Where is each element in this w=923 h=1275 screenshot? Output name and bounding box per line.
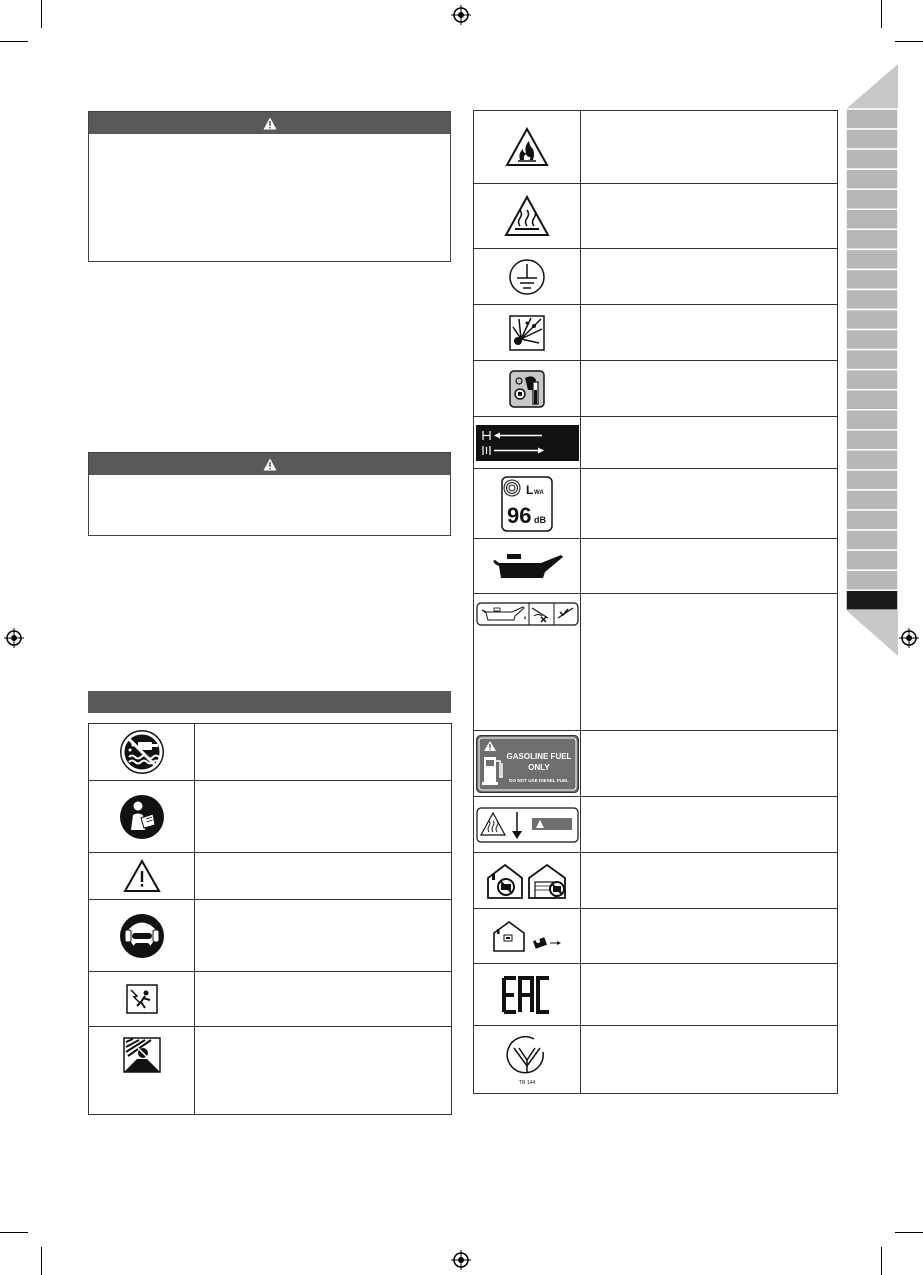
table-row [89, 1027, 452, 1115]
explosion-icon [509, 315, 545, 351]
table-row [474, 361, 838, 417]
gasoline-line2: ONLY [527, 762, 550, 772]
symbol-cell [89, 853, 195, 900]
language-tab [846, 570, 898, 590]
conformity-code: TR 144 [518, 1079, 536, 1086]
registration-mark-icon [899, 628, 919, 648]
language-tab [846, 450, 898, 470]
language-tab [846, 229, 898, 249]
language-tab [846, 510, 898, 530]
crop-mark [41, 1247, 42, 1275]
electric-shock-icon [126, 984, 158, 1014]
symbol-cell [89, 724, 195, 781]
language-tab [846, 410, 898, 430]
table-row [89, 900, 452, 972]
symbol-cell [474, 249, 581, 305]
fuel-valve-icon [509, 370, 545, 408]
language-tab [846, 209, 898, 229]
symbol-cell [474, 361, 581, 417]
table-row [89, 853, 452, 900]
symbol-cell [474, 853, 581, 909]
gasoline-fuel-only-icon [476, 735, 579, 793]
language-tab [846, 129, 898, 149]
crop-mark [881, 1247, 882, 1275]
description-cell [195, 1027, 452, 1115]
table-row [474, 797, 838, 853]
no-spray-water-icon [119, 729, 165, 775]
sound-power-label-icon [501, 476, 553, 532]
description-cell [581, 964, 838, 1026]
crop-mark [41, 0, 42, 28]
symbol-cell [474, 797, 581, 853]
language-tab [846, 430, 898, 450]
table-row [89, 724, 452, 781]
warning-box [88, 111, 451, 262]
crop-mark [0, 1232, 28, 1233]
language-tab [846, 169, 898, 189]
gasoline-line1: GASOLINE FUEL [506, 751, 571, 761]
description-cell [581, 111, 838, 184]
right-symbol-table [473, 110, 838, 1094]
description-cell [581, 594, 838, 731]
language-tab [846, 330, 898, 350]
no-indoor-use-icon [485, 862, 569, 900]
table-row [474, 417, 838, 469]
symbol-cell [89, 781, 195, 853]
language-tab [846, 249, 898, 269]
language-tab [846, 109, 898, 129]
registration-mark-icon [451, 5, 471, 25]
sound-value: 96 [507, 502, 532, 528]
description-cell [581, 249, 838, 305]
section-header-bar [88, 691, 451, 713]
symbol-cell [474, 184, 581, 249]
registration-mark-icon [451, 1250, 471, 1270]
warning-triangle-icon [263, 117, 277, 130]
crop-mark [881, 0, 882, 28]
symbol-cell [474, 417, 581, 469]
general-warning-icon [123, 859, 161, 893]
crop-mark [895, 41, 923, 42]
exhaust-danger-icon [123, 1037, 161, 1073]
description-cell [581, 1026, 838, 1094]
language-tabs [846, 64, 898, 656]
symbol-cell [474, 1026, 581, 1094]
sound-label-sub: WA [534, 489, 544, 496]
description-cell [581, 469, 838, 539]
read-manual-icon [119, 794, 165, 840]
symbol-cell [474, 111, 581, 184]
registration-mark-icon [4, 628, 24, 648]
crop-mark [0, 41, 28, 42]
symbol-cell [474, 731, 581, 797]
oil-can-icon [489, 552, 565, 580]
warning-box [88, 452, 451, 536]
ear-eye-protection-icon [119, 913, 165, 959]
indoor-storage-icon [491, 919, 563, 953]
description-cell [581, 184, 838, 249]
language-tab [846, 470, 898, 490]
sound-label-top: L [526, 482, 534, 497]
table-row [89, 781, 452, 853]
warning-header [89, 453, 450, 475]
description-cell [195, 781, 452, 853]
description-cell [581, 909, 838, 964]
table-row [474, 111, 838, 184]
language-tab [846, 390, 898, 410]
language-tab-active [846, 590, 898, 610]
sound-unit: dB [534, 514, 546, 525]
description-cell [195, 724, 452, 781]
description-cell [581, 417, 838, 469]
crop-mark [895, 1232, 923, 1233]
table-row [474, 249, 838, 305]
ukraine-conformity-icon [497, 1034, 557, 1086]
flammable-icon [505, 127, 549, 167]
table-row [474, 964, 838, 1026]
table-row [474, 184, 838, 249]
table-row [474, 1026, 838, 1094]
eac-mark-icon [502, 976, 552, 1014]
table-row [89, 972, 452, 1027]
symbol-cell [89, 972, 195, 1027]
left-symbol-table [88, 723, 452, 1115]
table-row [474, 539, 838, 594]
symbol-cell [474, 594, 581, 731]
choke-direction-icon [476, 425, 579, 461]
language-tab [846, 550, 898, 570]
symbol-cell [474, 305, 581, 361]
symbol-cell [474, 964, 581, 1026]
symbol-cell [474, 909, 581, 964]
table-row [474, 853, 838, 909]
gasoline-line3: DO NOT USE DIESEL FUEL [508, 777, 569, 783]
description-cell [581, 539, 838, 594]
symbol-cell [474, 539, 581, 594]
description-cell [581, 731, 838, 797]
hot-exhaust-warning-icon [476, 807, 579, 843]
language-tab [846, 350, 898, 370]
description-cell [581, 853, 838, 909]
symbol-cell [89, 900, 195, 972]
language-tab [846, 289, 898, 309]
hot-surface-icon [504, 195, 550, 237]
language-tab [846, 189, 898, 209]
description-cell [195, 900, 452, 972]
warning-triangle-icon [263, 458, 277, 471]
description-cell [581, 797, 838, 853]
language-tab [846, 490, 898, 510]
language-tab [846, 149, 898, 169]
table-row [474, 731, 838, 797]
description-cell [581, 361, 838, 417]
language-tab [846, 269, 898, 289]
description-cell [195, 972, 452, 1027]
description-cell [581, 305, 838, 361]
description-cell [195, 853, 452, 900]
earth-ground-icon [508, 258, 546, 296]
table-row [474, 594, 838, 731]
language-tab [846, 530, 898, 550]
symbol-cell [474, 469, 581, 539]
table-row [474, 909, 838, 964]
warning-header [89, 112, 450, 134]
language-tab [846, 310, 898, 330]
language-tab [846, 370, 898, 390]
table-row [474, 469, 838, 539]
table-row [474, 305, 838, 361]
oil-check-icon [476, 602, 579, 626]
symbol-cell [89, 1027, 195, 1115]
